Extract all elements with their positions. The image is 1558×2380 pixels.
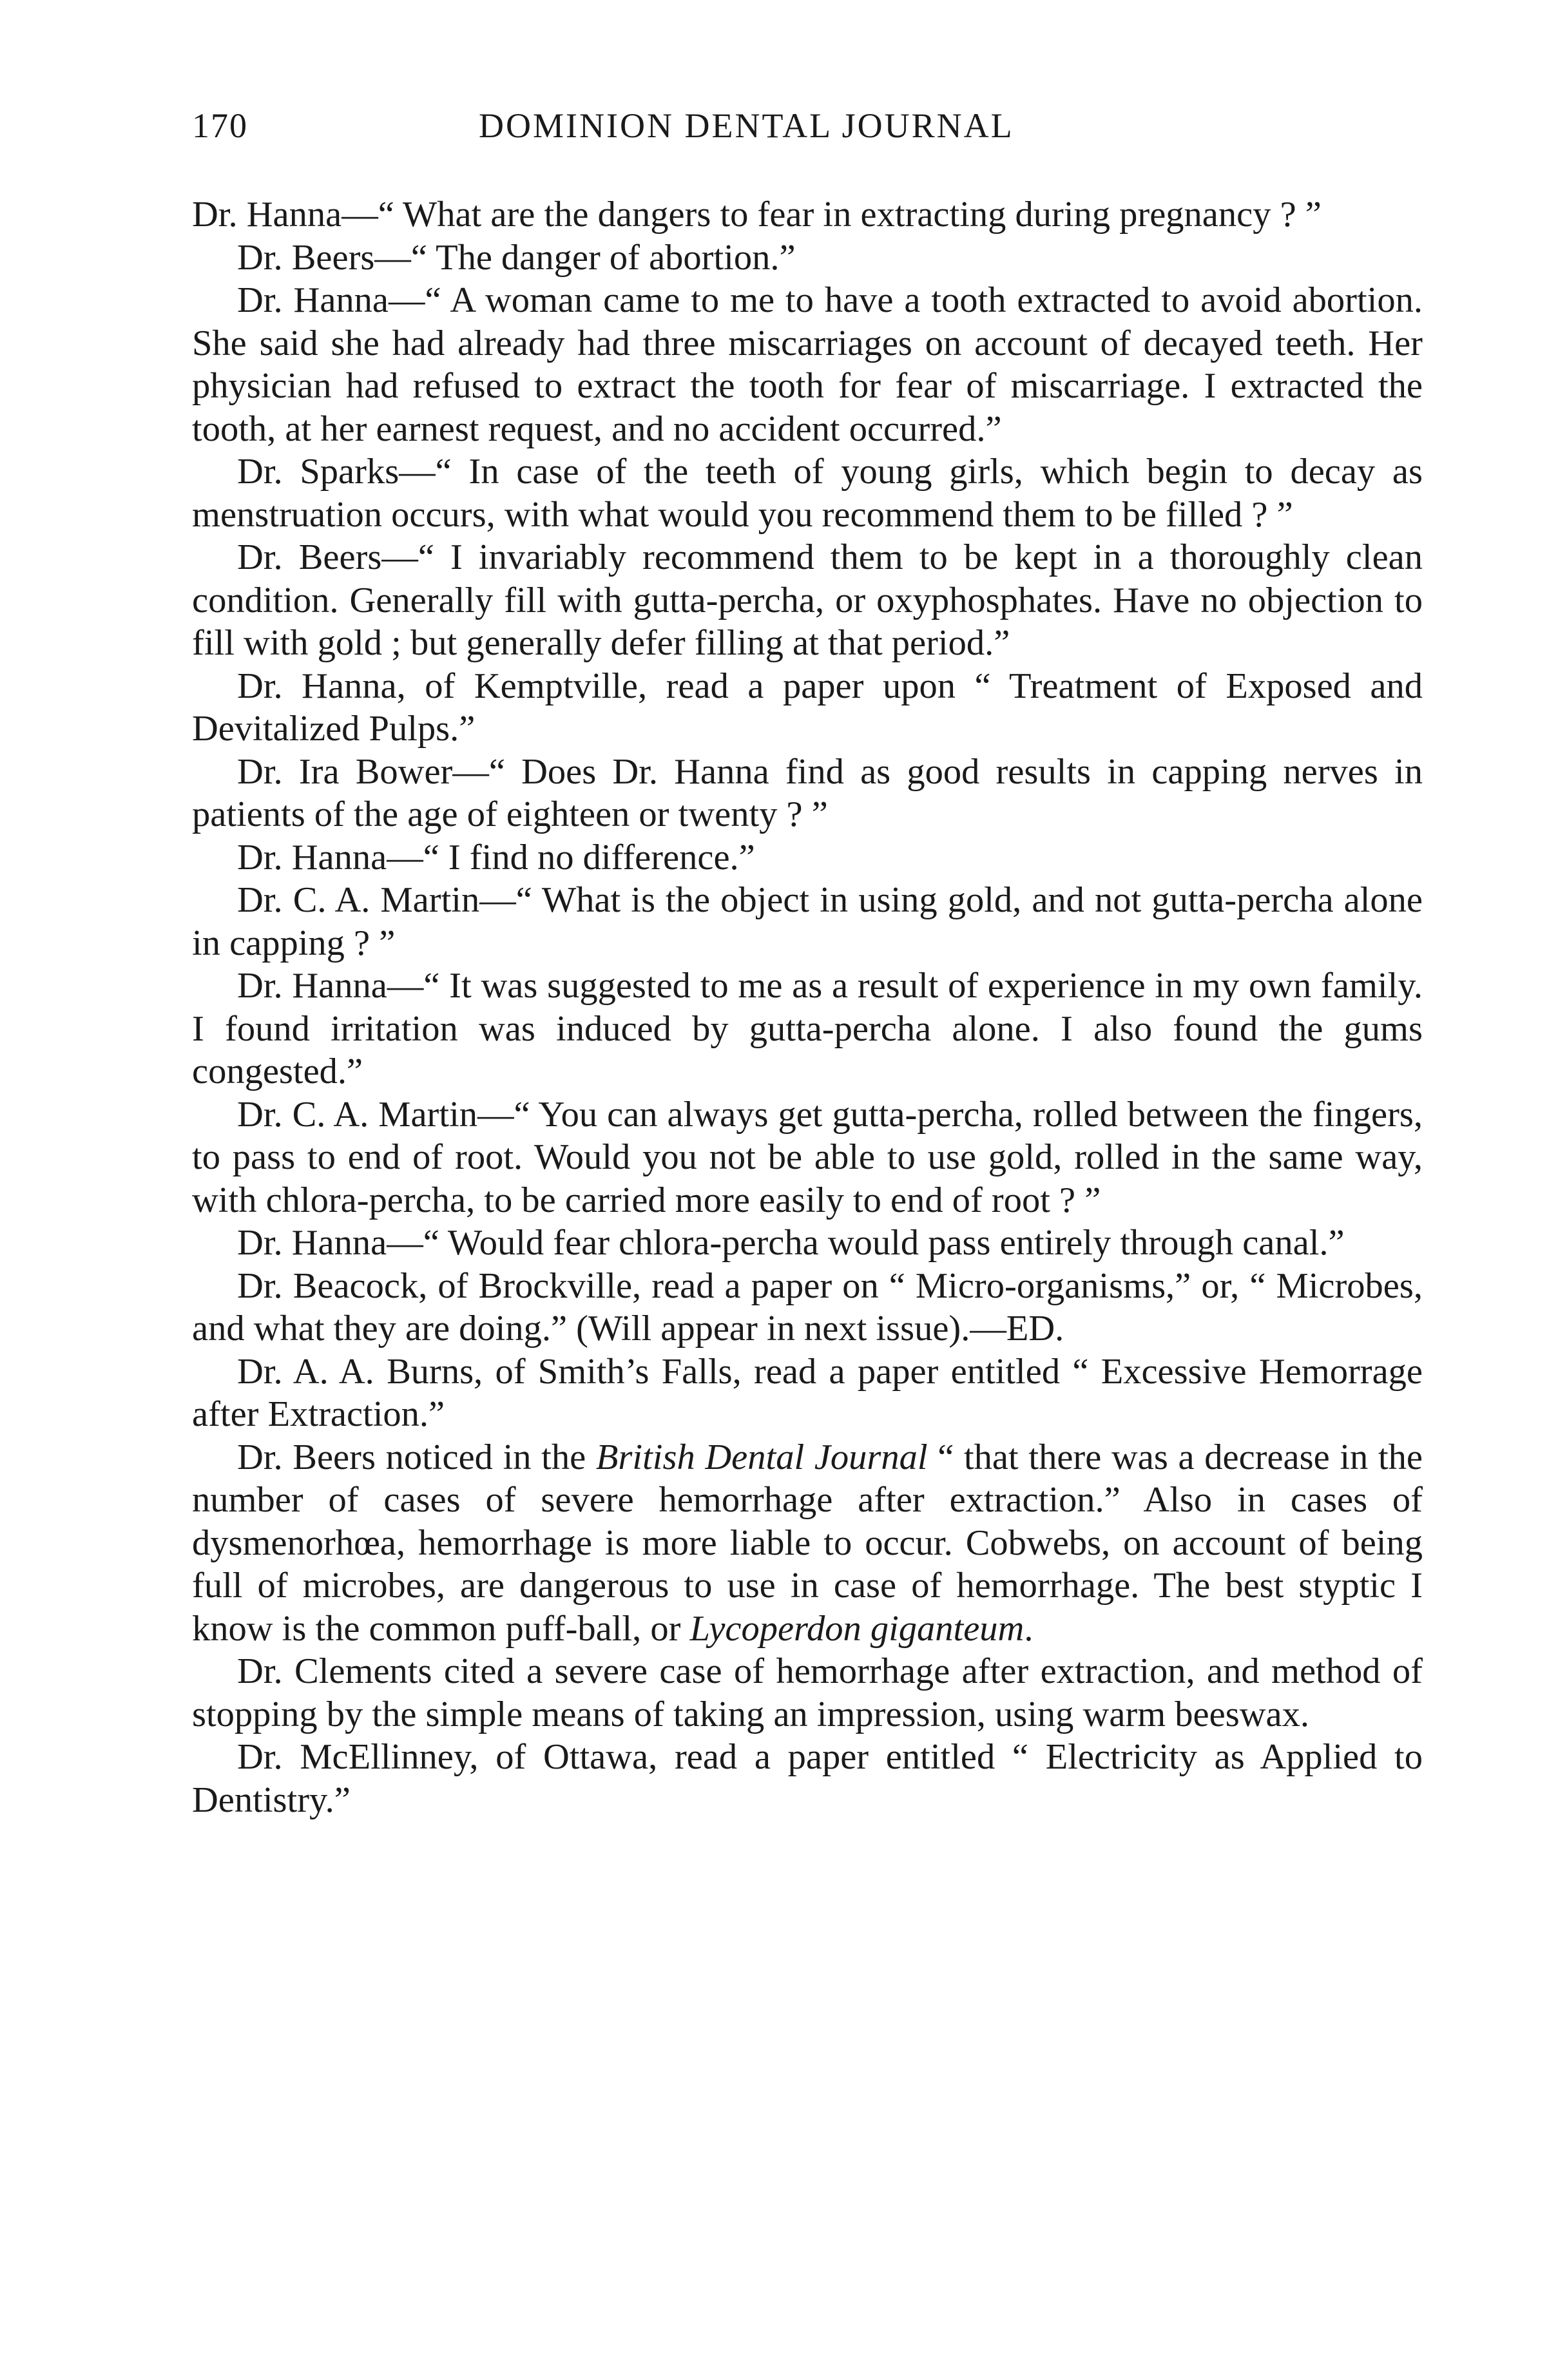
paragraph-hanna-experience: Dr. Hanna—“ It was suggested to me as a result of experience in my own family. I found irritation was induced by gutta-percha alone. I also found the gums congested.” [192,966,1423,1091]
beers-text-part-3: . [1024,1608,1034,1649]
beers-text-part-1: Dr. Beers noticed in the [237,1437,596,1477]
paragraph-hanna-case: Dr. Hanna—“ A woman came to me to have a tooth extracted to avoid abortion. She said she had already had three miscarriages on account of decayed teeth. Her physician had refused to extract the tooth for fear of miscarriage. I extracted the tooth, at her earnest request, and no accident occurred.” [192,280,1423,449]
page-number: 170 [192,106,248,145]
paragraph-burns-paper: Dr. A. A. Burns, of Smith’s Falls, read a paper entitled “ Excessive Hemorrage after Extraction.” [192,1351,1423,1434]
paragraph-mcellinney-paper: Dr. McEllinney, of Ottawa, read a paper entitled “ Electricity as Applied to Dentistry.” [192,1737,1423,1820]
paragraph-clements-case: Dr. Clements cited a severe case of hemorrhage after extraction, and method of stopping by the simple means of taking an impression, using warm beeswax. [192,1651,1423,1734]
paragraph-hanna-question: Dr. Hanna—“ What are the dangers to fear in extracting during pregnancy ? ” [192,195,1322,235]
paragraph-bower-question: Dr. Ira Bower—“ Does Dr. Hanna find as good results in capping nerves in patients of the age of eighteen or twenty ? ” [192,751,1423,834]
running-head [192,97,1416,155]
paragraph-beers-hemorrhage [192,1436,1423,1651]
paragraph-beers-reply: Dr. Beers—“ The danger of abortion.” [237,237,796,278]
paragraph-beacock-paper: Dr. Beacock, of Brockville, read a paper on “ Micro-organisms,” or, “ Microbes, and what they are doing.” (Will appear in next issue).—ED. [192,1265,1423,1348]
species-name: Lycoperdon giganteum [689,1608,1024,1649]
journal-citation: British Dental Journal [595,1437,928,1477]
beers-text-part-2: “ that there was a decrease in the number of cases of severe hemorrhage after extraction.” Also in cases of dysmenorhœa, hemorrhage is more liable to occur. Cobwebs, on account of being full of microbes, are dangerous to use in case of hemorrhage. The best styptic I know is the common puff-ball, or [192,1437,1423,1649]
paragraph-martin-question: Dr. C. A. Martin—“ What is the object in using gold, and not gutta-percha alone in capping ? ” [192,880,1423,963]
paragraph-sparks-question: Dr. Sparks—“ In case of the teeth of young girls, which begin to decay as menstruation occurs, with what would you recommend them to be filled ? ” [192,452,1423,535]
paragraph-hanna-fear: Dr. Hanna—“ Would fear chlora-percha would pass entirely through canal.” [237,1223,1345,1263]
paragraph-hanna-paper: Dr. Hanna, of Kemptville, read a paper upon “ Treatment of Exposed and Devitalized Pulps.” [192,666,1423,749]
journal-title: DOMINION DENTAL JOURNAL [479,106,1014,145]
paragraph-hanna-answer: Dr. Hanna—“ I find no difference.” [237,837,755,878]
paragraph-beers-recommendation: Dr. Beers—“ I invariably recommend them to be kept in a thoroughly clean condition. Generally fill with gutta-percha, or oxyphosphates. Have no objection to fill with gold ; but generally defer filling at that period.” [192,537,1423,663]
body-text [192,193,1423,1821]
paragraph-martin-suggestion: Dr. C. A. Martin—“ You can always get gutta-percha, rolled between the fingers, to pass to end of root. Would you not be able to use gold, rolled in the same way, with chlora-percha, to be carried more easily to end of root ? ” [192,1094,1423,1220]
